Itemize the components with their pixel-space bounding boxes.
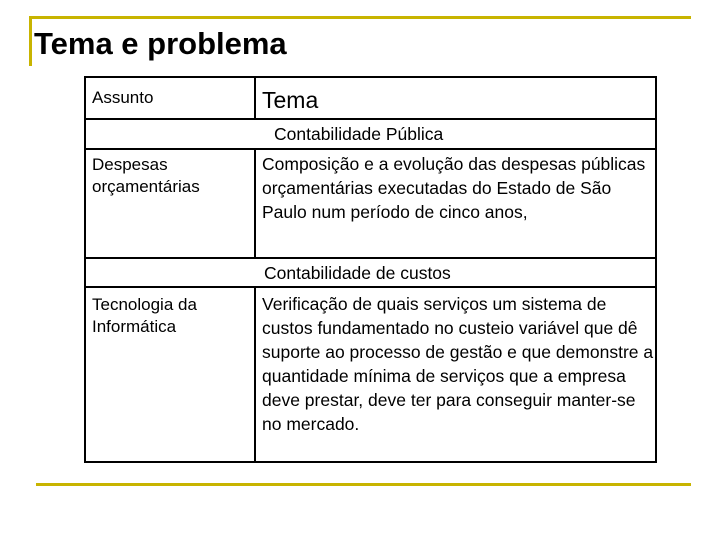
row-2-theme: Verificação de quais serviços um sistema de custos fundamentado no custeio variável que dê suporte ao processo de gestão e que demonstre a quantidade mínima de serviços que a empresa deve prestar, deve ter para conseguir manter-se no mercado. [262,294,654,434]
row-1-theme: Composição e a evolução das despesas públicas orçamentárias executadas do Estado de São Paulo num período de cinco anos, [262,154,646,222]
header-cell-subject: Assunto [92,88,154,107]
row-divider [86,148,655,150]
section-title-public-accounting: Contabilidade Pública [274,124,444,144]
slide-title: Tema e problema [34,26,287,61]
bottom-accent-rule [36,483,691,486]
column-divider-row-1 [254,148,256,257]
row-2-subject: Tecnologia da Informática [92,295,197,336]
row-divider [86,286,655,288]
column-divider-header [254,78,256,118]
header-cell-theme: Tema [262,87,319,113]
left-accent-rule [29,16,32,66]
theme-problem-table [84,76,657,463]
column-divider-row-2 [254,286,256,463]
row-divider [86,118,655,120]
row-divider [86,257,655,259]
top-accent-rule [29,16,691,19]
row-1-subject: Despesas orçamentárias [92,155,200,196]
section-title-cost-accounting: Contabilidade de custos [264,263,451,283]
